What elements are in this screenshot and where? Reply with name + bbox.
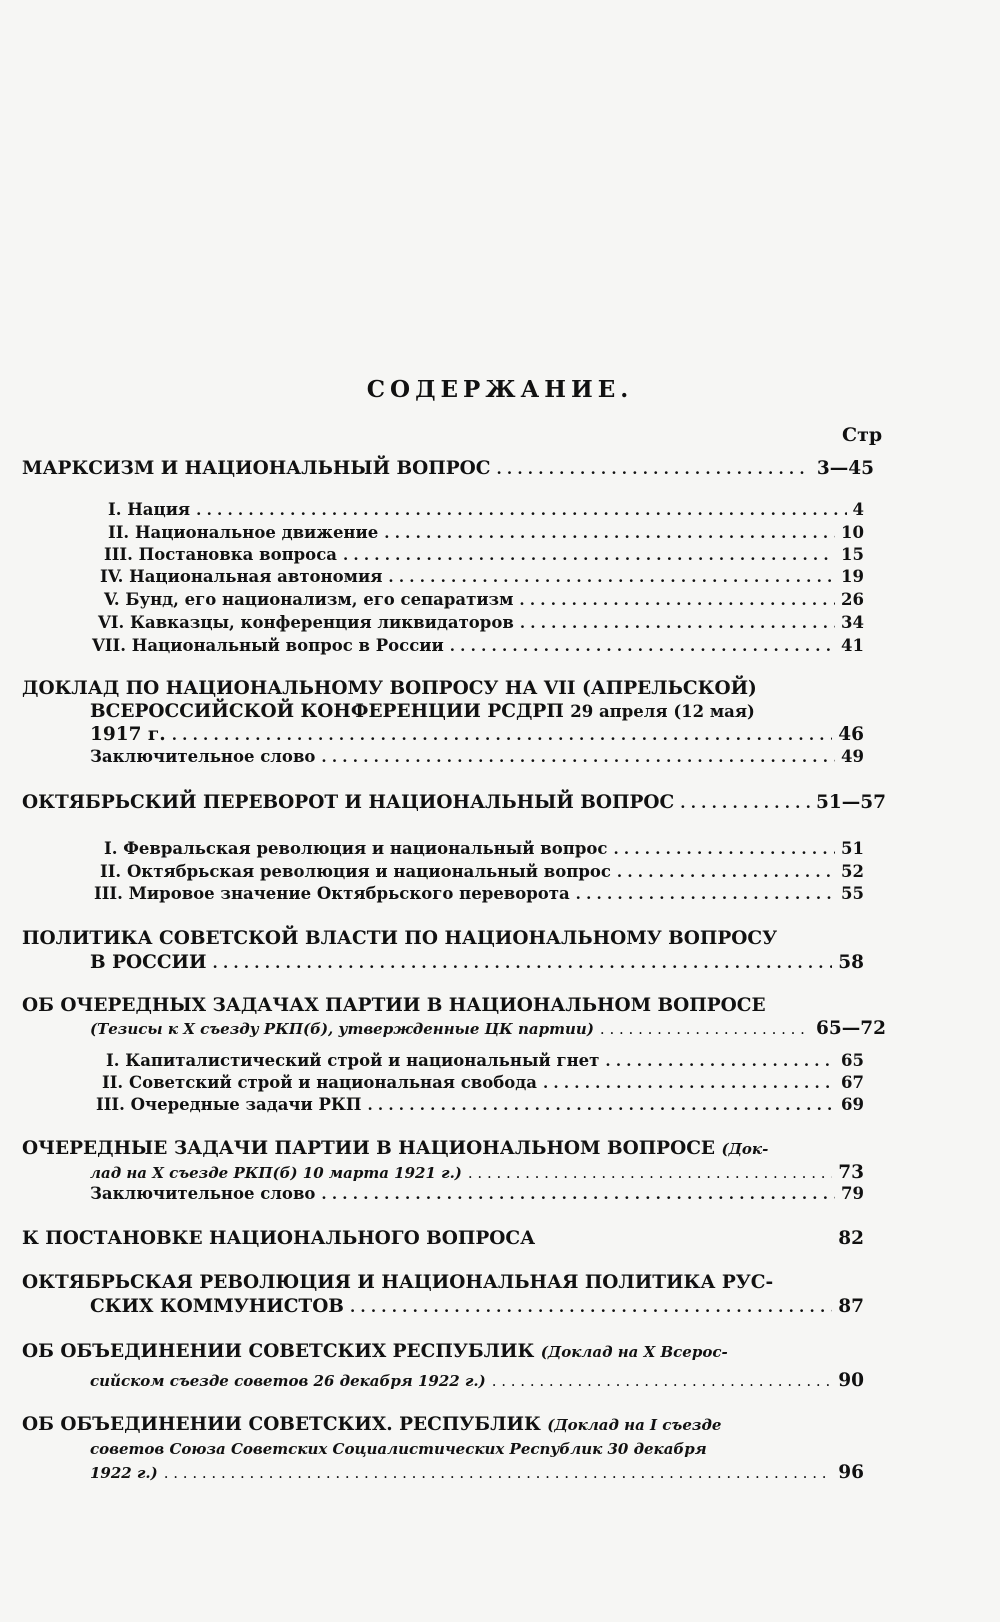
toc-subentry: III. Мировое значение Октябрьского переворота . . . 55	[94, 884, 864, 903]
entry-title: МАРКСИЗМ И НАЦИОНАЛЬНЫЙ ВОПРОС	[22, 458, 491, 479]
toc-subentry: I. Капиталистический строй и национальный гнет . . . 65	[106, 1051, 864, 1070]
toc-entry-line: сийском съезде советов 26 декабря 1922 г.) . . . 90	[90, 1370, 864, 1391]
toc-entry-tasks-report: ОЧЕРЕДНЫЕ ЗАДАЧИ ПАРТИИ В НАЦИОНАЛЬНОМ ВОПРОСЕ (Док-	[22, 1138, 769, 1159]
toc-entry-line: советов Союза Советских Социалистических Республик 30 декабря	[90, 1440, 707, 1458]
toc-subentry: Заключительное слово . . . 49	[90, 747, 864, 766]
toc-subentry: VII. Национальный вопрос в России . . . 41	[92, 636, 864, 655]
toc-subentry: I. Февральская революция и национальный вопрос . . . 51	[104, 839, 864, 858]
toc-subentry: V. Бунд, его национализм, его сепаратизм . . . 26	[104, 590, 864, 609]
page-column-label: Стр	[842, 424, 883, 446]
toc-subentry: Заключительное слово . . . 79	[90, 1184, 864, 1203]
toc-entry-line: лад на X съезде РКП(б) 10 марта 1921 г.) . . . 73	[90, 1162, 864, 1183]
toc-entry-line: ВСЕРОССИЙСКОЙ КОНФЕРЕНЦИИ РСДРП 29 апреля (12 мая)	[90, 701, 755, 722]
toc-entry-october-revolution-policy: ОКТЯБРЬСКАЯ РЕВОЛЮЦИЯ И НАЦИОНАЛЬНАЯ ПОЛИТИКА РУС-	[22, 1272, 774, 1293]
toc-subentry: III. Очередные задачи РКП . . . 69	[96, 1095, 864, 1114]
toc-entry-line: В РОССИИ . . . 58	[90, 952, 864, 973]
toc-subentry: II. Советский строй и национальная свобода . . . 67	[102, 1073, 864, 1092]
toc-entry-soviet-policy: ПОЛИТИКА СОВЕТСКОЙ ВЛАСТИ ПО НАЦИОНАЛЬНОМУ ВОПРОСУ	[22, 928, 778, 949]
toc-entry-line: СКИХ КОММУНИСТОВ . . . 87	[90, 1296, 864, 1317]
toc-subentry: VI. Кавказцы, конференция ликвидаторов . . . 34	[98, 613, 864, 632]
toc-entry-line: 1917 г. . . . 46	[90, 724, 864, 745]
toc-entry-formulation: К ПОСТАНОВКЕ НАЦИОНАЛЬНОГО ВОПРОСА 82	[22, 1228, 864, 1249]
leader-dots	[496, 460, 810, 478]
toc-subentry: II. Октябрьская революция и национальный вопрос . . . 52	[100, 862, 864, 881]
toc-subentry: III. Постановка вопроса . . . 15	[104, 545, 864, 564]
toc-subentry: IV. Национальная автономия . . . 19	[100, 567, 864, 586]
toc-entry-union-i-congress: ОБ ОБЪЕДИНЕНИИ СОВЕТСКИХ. РЕСПУБЛИК (Доклад на I съезде	[22, 1414, 722, 1435]
toc-entry-october: ОКТЯБРЬСКИЙ ПЕРЕВОРОТ И НАЦИОНАЛЬНЫЙ ВОПРОС . . . 51—57	[22, 792, 886, 813]
toc-subentry: I. Нация . . . 4	[108, 500, 864, 519]
page-title: СОДЕРЖАНИЕ.	[366, 376, 634, 403]
toc-entry-tasks-theses: ОБ ОЧЕРЕДНЫХ ЗАДАЧАХ ПАРТИИ В НАЦИОНАЛЬНОМ ВОПРОСЕ	[22, 995, 766, 1016]
toc-entry-report-1917: ДОКЛАД ПО НАЦИОНАЛЬНОМУ ВОПРОСУ НА VII (АПРЕЛЬСКОЙ)	[22, 678, 757, 699]
toc-subentry: II. Национальное движение . . . 10	[108, 523, 864, 542]
toc-entry-union-x-congress: ОБ ОБЪЕДИНЕНИИ СОВЕТСКИХ РЕСПУБЛИК (Доклад на X Всерос-	[22, 1341, 728, 1362]
toc-entry-line: (Тезисы к X съезду РКП(б), утвержденные ЦК партии) . . . 65—72	[90, 1018, 886, 1039]
toc-entry-line: 1922 г.) . . . 96	[90, 1462, 864, 1483]
entry-pages: 3—45	[816, 458, 874, 479]
toc-entry-marxism	[22, 458, 874, 479]
